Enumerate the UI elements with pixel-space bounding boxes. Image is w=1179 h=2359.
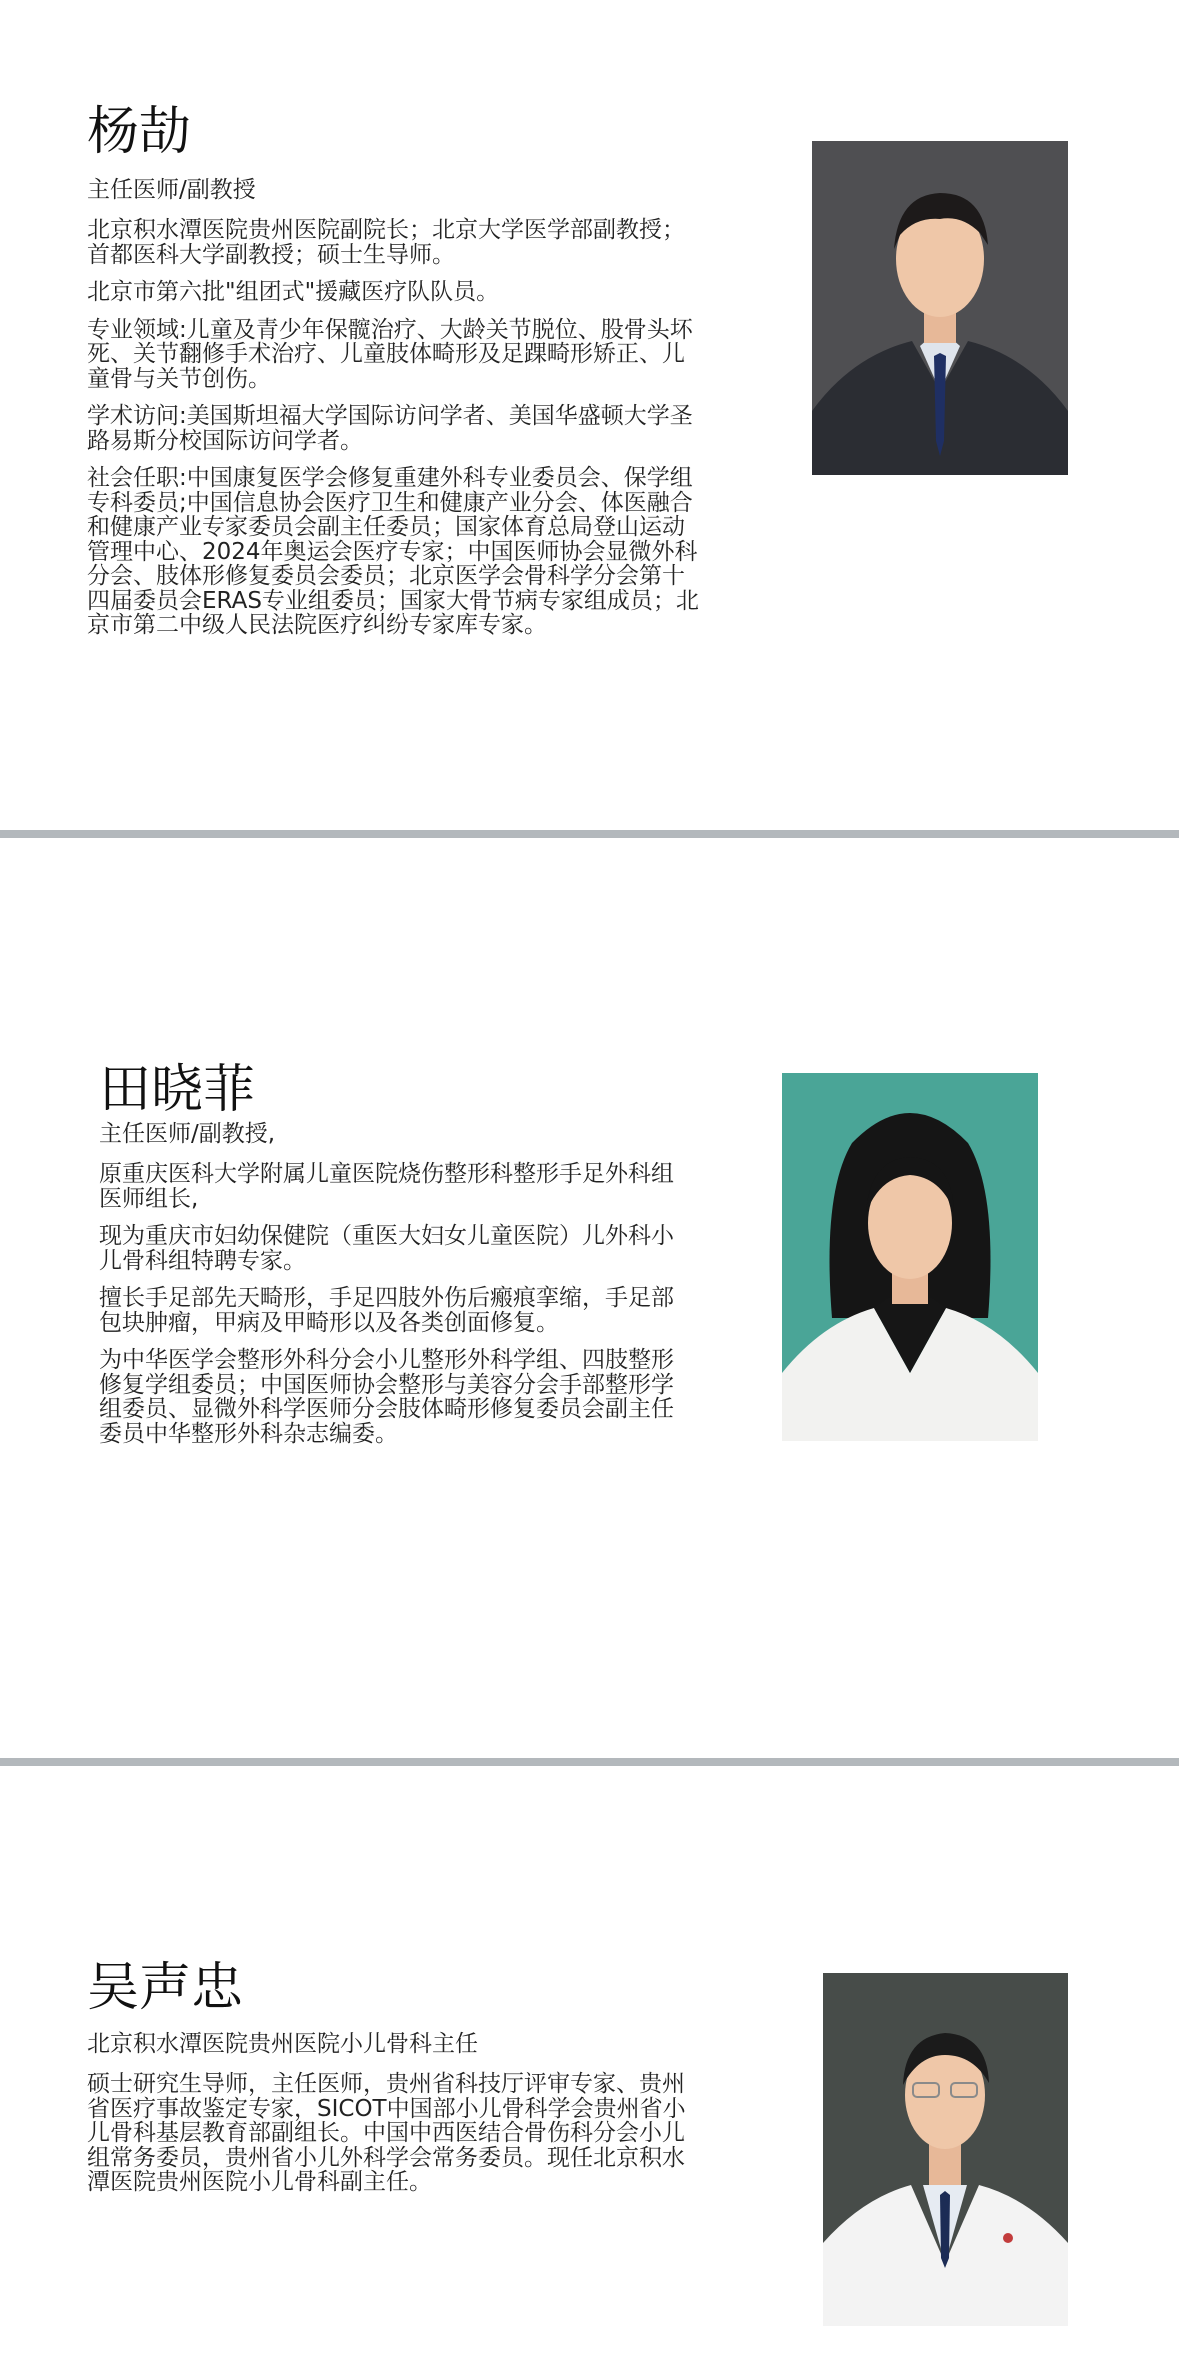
doctor-paragraph: 为中华医学会整形外科分会小儿整形外科学组、四肢整形修复学组委员；中国医师协会整形与美容分会手部整形学组委员、显微外科学医师分会肢体畸形修复委员会副主任委员中华整形外科杂志编委。 (99, 1347, 674, 1447)
doctor-section-1 (0, 0, 1179, 830)
doctor-name: 吴声忠 (87, 1958, 244, 2018)
doctor-paragraph: 现为重庆市妇幼保健院（重医大妇女儿童医院）儿外科小儿骨科组特聘专家。 (99, 1223, 674, 1274)
doctor-photo (812, 141, 1068, 475)
doctor-paragraph: 硕士研究生导师，主任医师，贵州省科技厅评审专家、贵州省医疗事故鉴定专家，SICOT中国部小儿骨科学会贵州省小儿骨科基层教育部副组长。中国中西医结合骨伤科分会小儿组常务委员，贵州省小儿外科学会常务委员。现任北京积水潭医院贵州医院小儿骨科副主任。 (87, 2071, 686, 2195)
doctor-photo (782, 1073, 1038, 1441)
doctor-title: 北京积水潭医院贵州医院小儿骨科主任 (87, 2031, 478, 2057)
doctor-name: 田晓菲 (99, 1060, 256, 1120)
doctor-info-3 (87, 1958, 687, 2195)
doctor-paragraph: 社会任职:中国康复医学会修复重建外科专业委员会、保学组专科委员;中国信息协会医疗卫生和健康产业分会、体医融合和健康产业专家委员会副主任委员；国家体育总局登山运动管理中心、2024年奥运会医疗专家；中国医师协会显微外科分会、肢体形修复委员会委员；北京医学会骨科学分会第十四届委员会ERAS专业组委员；国家大骨节病专家组成员；北京市第二中级人民法院医疗纠纷专家库专家。 (87, 465, 699, 638)
doctor-section-2 (0, 838, 1179, 1758)
doctor-title: 主任医师/副教授, (99, 1121, 276, 1147)
doctor-info-2 (99, 1060, 679, 1446)
doctor-title: 主任医师/副教授 (87, 177, 256, 203)
doctor-paragraph: 北京市第六批"组团式"援藏医疗队队员。 (87, 279, 500, 305)
doctor-paragraph: 学术访问:美国斯坦福大学国际访问学者、美国华盛顿大学圣路易斯分校国际访问学者。 (87, 403, 693, 454)
section-divider (0, 1758, 1179, 1766)
doctor-paragraph: 擅长手足部先天畸形，手足四肢外伤后瘢痕挛缩，手足部包块肿瘤，甲病及甲畸形以及各类创面修复。 (99, 1285, 674, 1336)
doctor-section-3 (0, 1766, 1179, 2359)
doctor-paragraph: 专业领域:儿童及青少年保髋治疗、大龄关节脱位、股骨头坏死、关节翻修手术治疗、儿童肢体畸形及足踝畸形矫正、儿童骨与关节创伤。 (87, 316, 693, 392)
section-divider (0, 830, 1179, 838)
doctor-paragraph: 原重庆医科大学附属儿童医院烧伤整形科整形手足外科组医师组长, (99, 1161, 674, 1212)
doctor-paragraph: 北京积水潭医院贵州医院副院长；北京大学医学部副教授；首都医科大学副教授；硕士生导师。 (87, 217, 685, 268)
doctor-info-1 (87, 102, 707, 638)
doctor-name: 杨劼 (87, 102, 192, 162)
doctor-photo (823, 1973, 1068, 2326)
